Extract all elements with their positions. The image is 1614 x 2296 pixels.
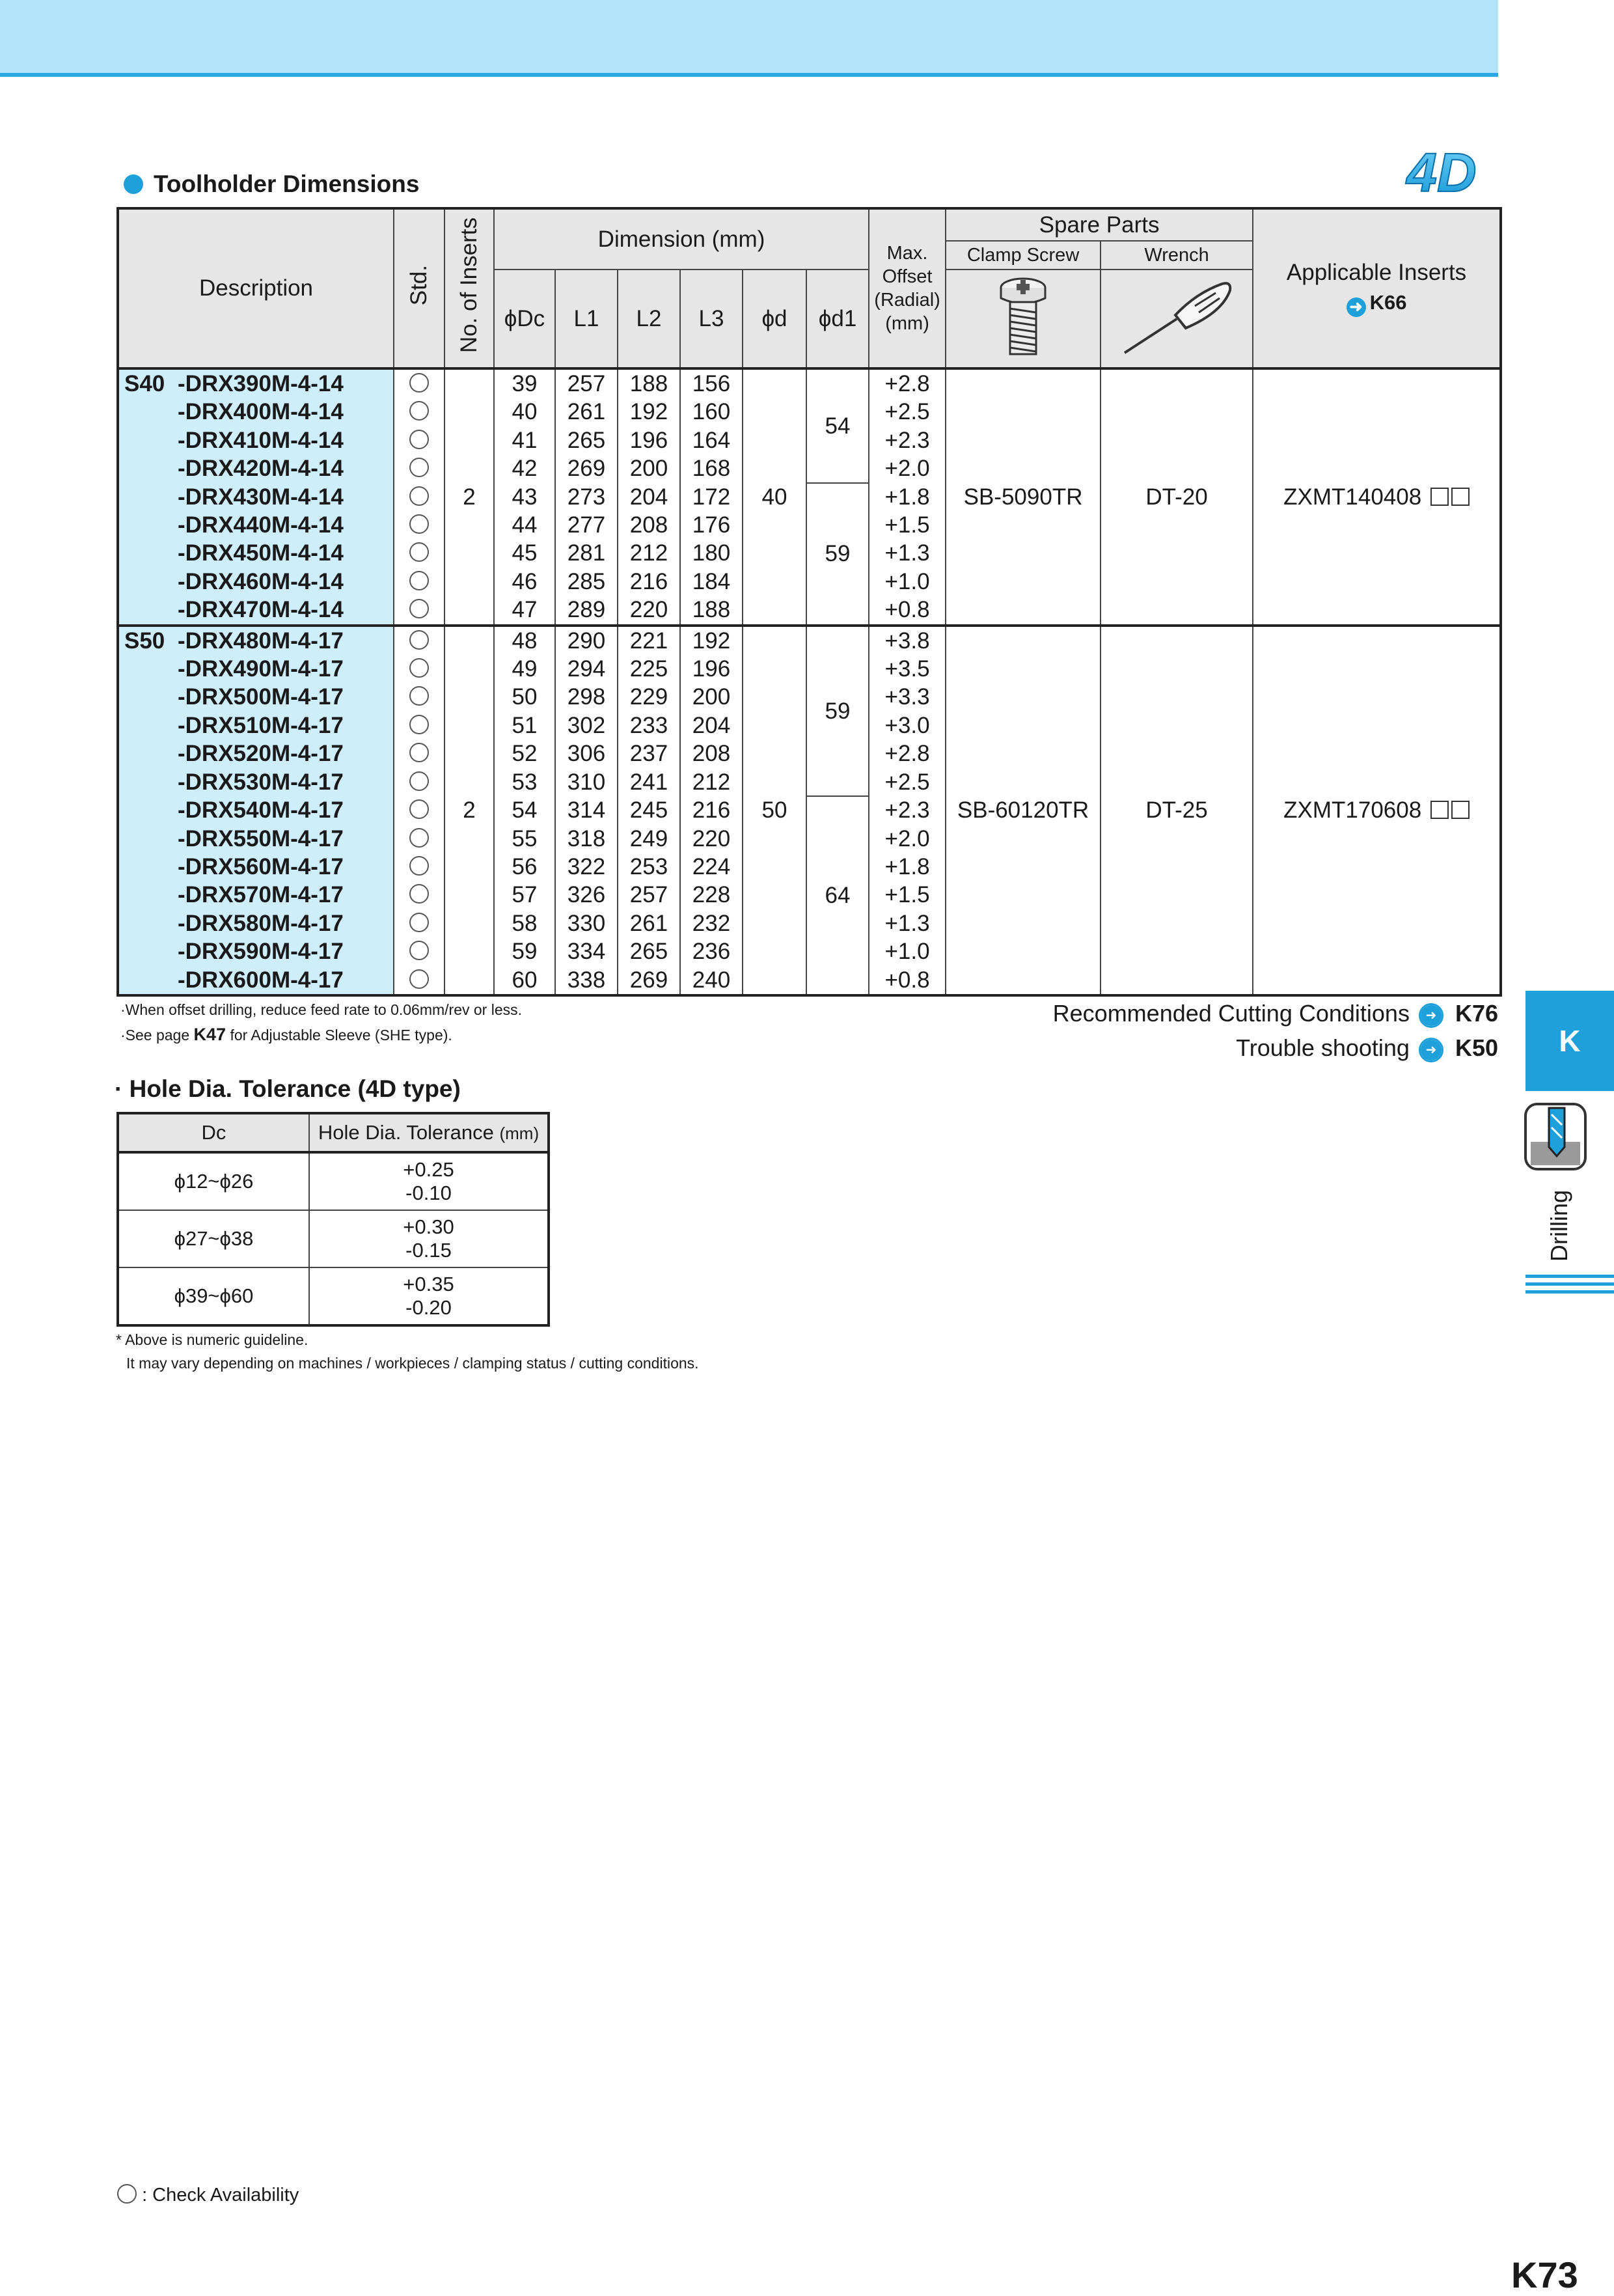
item-code: -DRX390M-4-14	[178, 371, 344, 396]
footnotes	[120, 997, 522, 1047]
circle-icon	[409, 743, 429, 762]
cell-dc: 39	[494, 368, 555, 398]
cell-l1: 277	[555, 511, 618, 539]
header-max-offset: Max. Offset (Radial) (mm)	[869, 208, 946, 368]
cell-wrench: DT-25	[1101, 626, 1253, 995]
item-code: -DRX520M-4-17	[178, 741, 344, 767]
item-code: -DRX410M-4-14	[178, 427, 344, 453]
item-code: -DRX470M-4-14	[178, 597, 344, 623]
section-tab-k[interactable]: K	[1525, 991, 1614, 1091]
header-clamp-screw: Clamp Screw	[946, 241, 1101, 270]
item-code: -DRX420M-4-14	[178, 456, 344, 482]
cell-l2: 265	[618, 937, 680, 965]
tolerance-title: · Hole Dia. Tolerance (4D type)	[115, 1075, 461, 1102]
header-description: Description	[118, 208, 394, 368]
cell-std	[394, 909, 445, 937]
cell-l3: 220	[680, 825, 743, 853]
cell-l3: 228	[680, 881, 743, 909]
header-dc: ϕDc	[494, 270, 555, 368]
cell-l1: 338	[555, 966, 618, 995]
cell-std	[394, 454, 445, 482]
circle-icon	[409, 828, 429, 848]
circle-icon	[409, 514, 429, 534]
cell-l2: 261	[618, 909, 680, 937]
item-code: -DRX560M-4-17	[178, 853, 344, 879]
header-d: ϕd	[743, 270, 806, 368]
cell-max-offset: +2.3	[869, 426, 946, 454]
page-number: K73	[1511, 2254, 1578, 2295]
circle-icon	[117, 2184, 137, 2204]
bullet-icon	[124, 174, 143, 194]
cell-applicable-insert: ZXMT140408	[1253, 368, 1501, 626]
cell-description	[118, 655, 394, 683]
cell-std	[394, 655, 445, 683]
circle-icon	[409, 686, 429, 706]
header-d1: ϕd1	[806, 270, 869, 368]
cell-description	[118, 511, 394, 539]
circle-icon	[409, 571, 429, 590]
circle-icon	[409, 630, 429, 650]
cell-l2: 257	[618, 881, 680, 909]
cell-l2: 220	[618, 596, 680, 625]
cell-description	[118, 398, 394, 426]
cell-description	[118, 368, 394, 398]
cell-l1: 285	[555, 568, 618, 596]
cell-std	[394, 398, 445, 426]
circle-icon	[409, 856, 429, 876]
cell-description	[118, 454, 394, 482]
header-wrench: Wrench	[1101, 241, 1253, 270]
cell-std	[394, 539, 445, 567]
cell-max-offset: +2.8	[869, 368, 946, 398]
cell-max-offset: +1.0	[869, 937, 946, 965]
cell-l2: 216	[618, 568, 680, 596]
wrench-image	[1101, 270, 1253, 368]
cell-dc: 48	[494, 626, 555, 655]
section-title: Toolholder Dimensions	[124, 171, 419, 198]
circle-icon	[409, 658, 429, 678]
cell-max-offset: +1.3	[869, 539, 946, 567]
cell-l3: 180	[680, 539, 743, 567]
cell-l3: 232	[680, 909, 743, 937]
cell-max-offset: +0.8	[869, 966, 946, 995]
cell-l2: 221	[618, 626, 680, 655]
cell-std	[394, 596, 445, 625]
section-label-drilling: Drilling	[1546, 1189, 1572, 1262]
cell-dc: 41	[494, 426, 555, 454]
cell-l2: 249	[618, 825, 680, 853]
cell-l1: 261	[555, 398, 618, 426]
circle-icon	[409, 884, 429, 904]
arrow-circle-icon	[1419, 1038, 1443, 1062]
cell-l2: 204	[618, 483, 680, 511]
cell-l3: 212	[680, 768, 743, 796]
cell-dc: 54	[494, 796, 555, 824]
cell-d1: 64	[806, 796, 869, 995]
cell-description	[118, 909, 394, 937]
cell-description	[118, 539, 394, 567]
cell-max-offset: +2.0	[869, 454, 946, 482]
cell-d1: 59	[806, 483, 869, 626]
cell-l2: 225	[618, 655, 680, 683]
cell-l2: 241	[618, 768, 680, 796]
item-code: -DRX510M-4-17	[178, 712, 344, 738]
cell-description	[118, 966, 394, 995]
circle-icon	[409, 542, 429, 562]
cell-max-offset: +3.0	[869, 712, 946, 740]
inserts-ref-link[interactable]: K66	[1369, 291, 1407, 314]
toolholder-dimensions-table	[116, 207, 1502, 997]
cell-description	[118, 568, 394, 596]
drilling-icon	[1523, 1101, 1588, 1172]
circle-icon	[409, 771, 429, 791]
wrench-icon	[1118, 273, 1235, 358]
cell-l1: 289	[555, 596, 618, 625]
cell-dc: 43	[494, 483, 555, 511]
cell-max-offset: +3.3	[869, 683, 946, 711]
cell-no-of-inserts: 2	[445, 626, 494, 995]
cell-max-offset: +2.0	[869, 825, 946, 853]
cell-l1: 314	[555, 796, 618, 824]
item-code: -DRX550M-4-17	[178, 825, 344, 851]
item-code: -DRX530M-4-17	[178, 769, 344, 795]
cell-dc: 45	[494, 539, 555, 567]
cell-l2: 253	[618, 853, 680, 881]
cell-l3: 204	[680, 712, 743, 740]
item-code: -DRX540M-4-17	[178, 797, 344, 823]
cell-l3: 224	[680, 853, 743, 881]
cell-l1: 310	[555, 768, 618, 796]
cell-l1: 330	[555, 909, 618, 937]
availability-legend: : Check Availability	[117, 2184, 299, 2206]
cell-l3: 164	[680, 426, 743, 454]
cell-l2: 192	[618, 398, 680, 426]
arrow-circle-icon	[1419, 1003, 1443, 1028]
page-references	[1053, 996, 1498, 1065]
note-sleeve: ·See page K47 for Adjustable Sleeve (SHE type).	[120, 1025, 452, 1044]
cell-l2: 188	[618, 368, 680, 398]
cell-dc: 42	[494, 454, 555, 482]
cell-description	[118, 740, 394, 768]
ref-cutting-conditions[interactable]: Recommended Cutting Conditions➜ K76	[1053, 996, 1498, 1030]
cell-description	[118, 825, 394, 853]
item-code: -DRX590M-4-17	[178, 939, 344, 965]
cell-std	[394, 712, 445, 740]
cell-l2: 196	[618, 426, 680, 454]
item-code: -DRX400M-4-14	[178, 399, 344, 425]
table-row	[118, 626, 1501, 655]
cell-l1: 326	[555, 881, 618, 909]
cell-std	[394, 511, 445, 539]
cell-l1: 322	[555, 853, 618, 881]
cell-description	[118, 796, 394, 824]
cell-clamp-screw: SB-60120TR	[946, 626, 1101, 995]
cell-l2: 237	[618, 740, 680, 768]
tol-values: +0.30 -0.15	[309, 1210, 549, 1267]
cell-l2: 269	[618, 966, 680, 995]
cell-max-offset: +1.5	[869, 881, 946, 909]
cell-max-offset: +1.0	[869, 568, 946, 596]
cell-l3: 176	[680, 511, 743, 539]
cell-l2: 233	[618, 712, 680, 740]
cell-l3: 216	[680, 796, 743, 824]
cell-max-offset: +3.5	[869, 655, 946, 683]
top-color-band	[0, 0, 1498, 77]
placeholder-box	[1451, 488, 1470, 506]
cell-l2: 245	[618, 796, 680, 824]
cell-l3: 208	[680, 740, 743, 768]
4d-badge	[1386, 143, 1497, 202]
cell-description	[118, 881, 394, 909]
circle-icon	[409, 373, 429, 393]
cell-std	[394, 881, 445, 909]
cell-std	[394, 768, 445, 796]
tol-values: +0.35 -0.20	[309, 1267, 549, 1325]
cell-l1: 265	[555, 426, 618, 454]
header-std: Std.	[394, 208, 445, 368]
cell-std	[394, 740, 445, 768]
tol-range: ϕ12~ϕ26	[118, 1152, 309, 1210]
cell-l3: 156	[680, 368, 743, 398]
cell-l3: 160	[680, 398, 743, 426]
cell-description	[118, 768, 394, 796]
cell-dc: 46	[494, 568, 555, 596]
cell-max-offset: +2.5	[869, 398, 946, 426]
cell-l3: 188	[680, 596, 743, 625]
cell-max-offset: +1.8	[869, 853, 946, 881]
cell-std	[394, 426, 445, 454]
cell-std	[394, 368, 445, 398]
cell-max-offset: +2.3	[869, 796, 946, 824]
cell-std	[394, 937, 445, 965]
item-code: -DRX450M-4-14	[178, 540, 344, 566]
tol-header-tolerance: Hole Dia. Tolerance (mm)	[309, 1113, 549, 1152]
cell-dc: 40	[494, 398, 555, 426]
tolerance-row	[118, 1210, 549, 1267]
cell-max-offset: +2.5	[869, 768, 946, 796]
placeholder-box	[1430, 488, 1449, 506]
circle-icon	[409, 715, 429, 734]
cell-no-of-inserts: 2	[445, 368, 494, 626]
cell-l1: 294	[555, 655, 618, 683]
cell-l3: 168	[680, 454, 743, 482]
cell-l3: 172	[680, 483, 743, 511]
cell-dc: 59	[494, 937, 555, 965]
item-code: -DRX580M-4-17	[178, 910, 344, 936]
cell-l3: 192	[680, 626, 743, 655]
header-dimension-group: Dimension (mm)	[494, 208, 869, 270]
cell-max-offset: +3.8	[869, 626, 946, 655]
cell-dc: 44	[494, 511, 555, 539]
cell-std	[394, 568, 445, 596]
item-code: -DRX460M-4-14	[178, 568, 344, 594]
item-code: -DRX500M-4-17	[178, 684, 344, 710]
circle-icon	[409, 969, 429, 989]
cell-dc: 60	[494, 966, 555, 995]
cell-l3: 236	[680, 937, 743, 965]
table-body	[118, 368, 1501, 995]
cell-std	[394, 483, 445, 511]
cell-description	[118, 426, 394, 454]
cell-description	[118, 683, 394, 711]
cell-dc: 50	[494, 683, 555, 711]
circle-icon	[409, 401, 429, 421]
placeholder-box	[1451, 801, 1470, 819]
circle-icon	[409, 599, 429, 618]
cell-max-offset: +1.3	[869, 909, 946, 937]
item-code: -DRX440M-4-14	[178, 512, 344, 538]
cell-std	[394, 966, 445, 995]
cell-l1: 298	[555, 683, 618, 711]
series-prefix: S50	[124, 628, 165, 654]
cell-l2: 229	[618, 683, 680, 711]
cell-l1: 318	[555, 825, 618, 853]
cell-d: 40	[743, 368, 806, 626]
cell-l3: 200	[680, 683, 743, 711]
cell-dc: 49	[494, 655, 555, 683]
cell-dc: 58	[494, 909, 555, 937]
tol-range: ϕ39~ϕ60	[118, 1267, 309, 1325]
item-code: -DRX480M-4-17	[178, 628, 344, 654]
cell-description	[118, 853, 394, 881]
cell-description	[118, 712, 394, 740]
cell-std	[394, 626, 445, 655]
circle-icon	[409, 458, 429, 477]
cell-l3: 196	[680, 655, 743, 683]
cell-std	[394, 825, 445, 853]
cell-dc: 53	[494, 768, 555, 796]
clamp-screw-image	[946, 270, 1101, 368]
cell-dc: 56	[494, 853, 555, 881]
item-code: -DRX430M-4-14	[178, 484, 344, 510]
cell-l3: 184	[680, 568, 743, 596]
cell-l2: 212	[618, 539, 680, 567]
header-no-of-inserts: No. of Inserts	[445, 208, 494, 368]
arrow-circle-icon: ➜	[1347, 297, 1366, 317]
cell-l1: 302	[555, 712, 618, 740]
cell-description	[118, 596, 394, 625]
cell-l3: 240	[680, 966, 743, 995]
side-decoration-lines	[1525, 1275, 1614, 1298]
cell-l2: 200	[618, 454, 680, 482]
circle-icon	[409, 430, 429, 449]
series-prefix: S40	[124, 371, 165, 396]
clamp-screw-icon	[997, 273, 1049, 358]
cell-std	[394, 853, 445, 881]
cell-d: 50	[743, 626, 806, 995]
cell-description	[118, 626, 394, 655]
cell-dc: 52	[494, 740, 555, 768]
cell-max-offset: +2.8	[869, 740, 946, 768]
header-l1: L1	[555, 270, 618, 368]
cell-l1: 306	[555, 740, 618, 768]
cell-max-offset: +0.8	[869, 596, 946, 625]
cell-description	[118, 483, 394, 511]
cell-d1: 54	[806, 368, 869, 483]
cell-clamp-screw: SB-5090TR	[946, 368, 1101, 626]
cell-wrench: DT-20	[1101, 368, 1253, 626]
note-offset-feed: ·When offset drilling, reduce feed rate to 0.06mm/rev or less.	[120, 1001, 523, 1018]
cell-l1: 269	[555, 454, 618, 482]
cell-d1: 59	[806, 626, 869, 796]
circle-icon	[409, 913, 429, 932]
cell-l1: 273	[555, 483, 618, 511]
tolerance-row	[118, 1152, 549, 1210]
item-code: -DRX600M-4-17	[178, 967, 344, 993]
cell-dc: 57	[494, 881, 555, 909]
circle-icon	[409, 941, 429, 960]
cell-std	[394, 796, 445, 824]
cell-l2: 208	[618, 511, 680, 539]
tol-range: ϕ27~ϕ38	[118, 1210, 309, 1267]
cell-l1: 334	[555, 937, 618, 965]
cell-max-offset: +1.5	[869, 511, 946, 539]
tol-values: +0.25 -0.10	[309, 1152, 549, 1210]
cell-l1: 290	[555, 626, 618, 655]
cell-dc: 47	[494, 596, 555, 625]
cell-max-offset: +1.8	[869, 483, 946, 511]
tolerance-note: * Above is numeric guideline. It may vary depending on machines / workpieces / clamping status / cutting conditions.	[116, 1331, 699, 1372]
hole-tolerance-table	[116, 1112, 550, 1327]
header-spare-parts: Spare Parts	[946, 208, 1253, 241]
header-applicable-inserts: Applicable Inserts ➜ K66	[1253, 208, 1501, 368]
cell-dc: 51	[494, 712, 555, 740]
sleeve-page-link[interactable]: K47	[193, 1025, 226, 1044]
placeholder-box	[1430, 801, 1449, 819]
cell-description	[118, 937, 394, 965]
badge-text: 4D	[1406, 143, 1477, 202]
circle-icon	[409, 486, 429, 506]
cell-dc: 55	[494, 825, 555, 853]
cell-l1: 281	[555, 539, 618, 567]
circle-icon	[409, 799, 429, 819]
header-l3: L3	[680, 270, 743, 368]
header-l2: L2	[618, 270, 680, 368]
cell-l1: 257	[555, 368, 618, 398]
item-code: -DRX490M-4-17	[178, 656, 344, 682]
ref-trouble-shooting[interactable]: Trouble shooting➜ K50	[1053, 1030, 1498, 1065]
tol-header-dc: Dc	[118, 1113, 309, 1152]
table-row	[118, 368, 1501, 398]
cell-applicable-insert: ZXMT170608	[1253, 626, 1501, 995]
item-code: -DRX570M-4-17	[178, 882, 344, 908]
cell-std	[394, 683, 445, 711]
tolerance-row	[118, 1267, 549, 1325]
